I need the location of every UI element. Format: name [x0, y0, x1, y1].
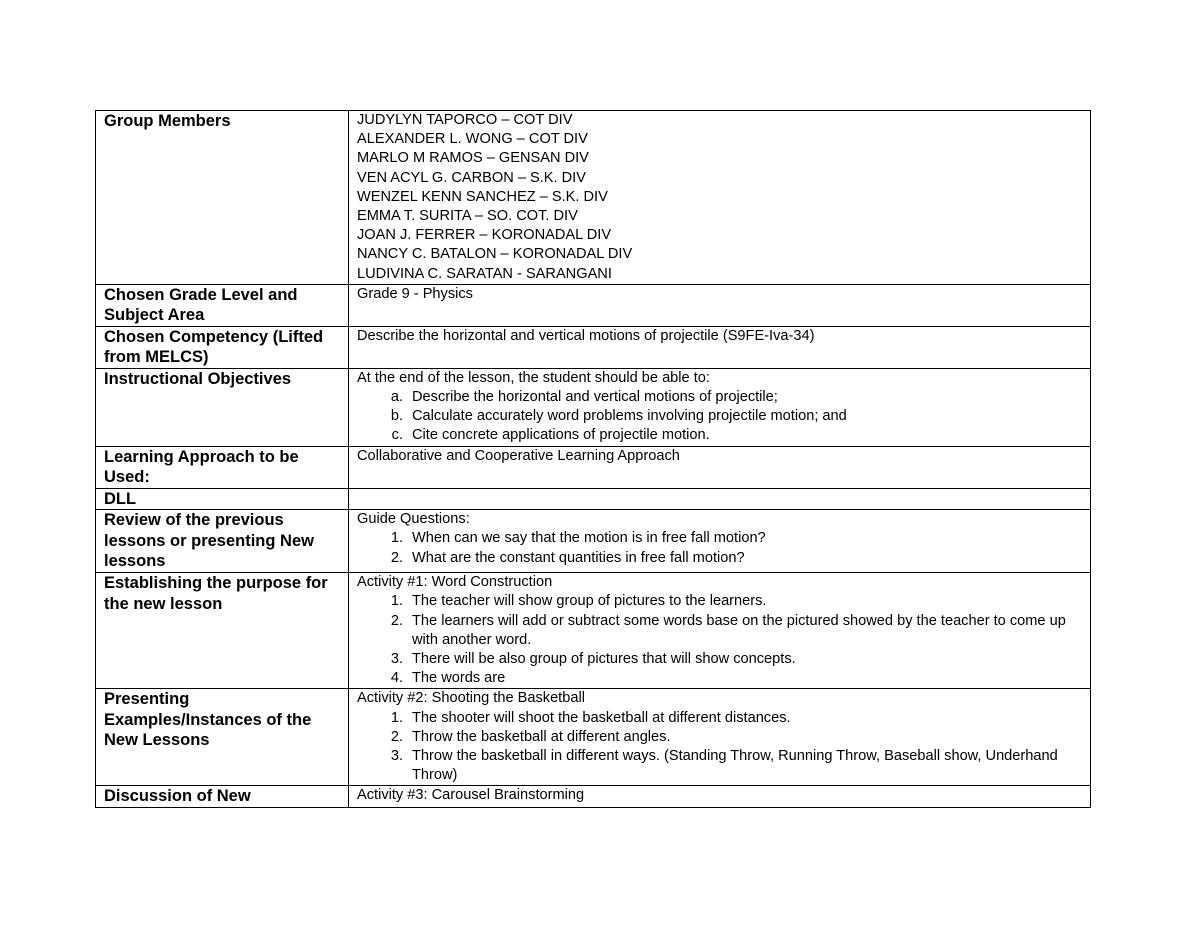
- row-intro: Activity #2: Shooting the Basketball: [357, 690, 585, 707]
- list-text: Calculate accurately word problems involving projectile motion; and: [412, 408, 847, 425]
- group-members-list: [349, 111, 1091, 285]
- list-marker: 2.: [390, 549, 403, 566]
- row-competency: [96, 326, 1091, 368]
- member-name: ALEXANDER L. WONG – COT DIV: [357, 131, 588, 148]
- member-name: VEN ACYL G. CARBON – S.K. DIV: [357, 169, 586, 186]
- row-value: Describe the horizontal and vertical motions of projectile (S9FE-Iva-34): [349, 326, 1091, 368]
- row-label: Presenting Examples/Instances of the New Lessons: [96, 689, 349, 786]
- row-review: [96, 510, 1091, 573]
- list-text: Describe the horizontal and vertical motions of projectile;: [412, 389, 778, 406]
- purpose-cell: [349, 573, 1091, 689]
- row-value: Grade 9 - Physics: [349, 284, 1091, 326]
- objectives-cell: [349, 368, 1091, 446]
- list-item: [357, 549, 1090, 568]
- lesson-plan-table: [95, 110, 1091, 808]
- member-name: JUDYLYN TAPORCO – COT DIV: [357, 112, 573, 128]
- list-item: [357, 426, 1090, 445]
- guide-questions-list: [357, 529, 1090, 567]
- list-marker: 1.: [390, 530, 403, 547]
- list-item: [357, 728, 1090, 747]
- row-discussion: [96, 786, 1091, 808]
- list-item: [357, 529, 1090, 548]
- member-name: JOAN J. FERRER – KORONADAL DIV: [357, 227, 612, 244]
- list-marker: 1.: [390, 593, 403, 610]
- row-intro: Guide Questions:: [357, 511, 470, 528]
- list-text: Throw the basketball in different ways. (Standing Throw, Running Throw, Baseball show, Underhand Throw): [412, 747, 1058, 784]
- row-dll: [96, 488, 1091, 510]
- member-name: EMMA T. SURITA – SO. COT. DIV: [357, 208, 578, 225]
- list-marker: 4.: [390, 670, 403, 687]
- member-name: NANCY C. BATALON – KORONADAL DIV: [357, 246, 633, 263]
- row-label: Chosen Competency (Lifted from MELCS): [96, 326, 349, 368]
- review-cell: [349, 510, 1091, 573]
- row-objectives: [96, 368, 1091, 446]
- row-intro: At the end of the lesson, the student should be able to:: [357, 369, 710, 386]
- list-item: [357, 747, 1090, 785]
- list-marker: 2.: [390, 612, 403, 629]
- row-value: [349, 488, 1091, 510]
- list-item: [357, 407, 1090, 426]
- row-label: Discussion of New: [96, 786, 349, 808]
- row-label: Review of the previous lessons or presenting New lessons: [96, 510, 349, 573]
- row-value: Activity #3: Carousel Brainstorming: [349, 786, 1091, 808]
- row-learning-approach: [96, 446, 1091, 488]
- presenting-cell: [349, 689, 1091, 786]
- activity-steps-list: [357, 709, 1090, 786]
- list-item: [357, 592, 1090, 611]
- row-label: DLL: [96, 488, 349, 510]
- row-presenting-examples: [96, 689, 1091, 786]
- member-name: MARLO M RAMOS – GENSAN DIV: [357, 150, 589, 167]
- list-marker: b.: [390, 408, 403, 425]
- list-marker: 3.: [390, 747, 403, 764]
- list-text: Throw the basketball at different angles.: [412, 728, 671, 745]
- member-name: LUDIVINA C. SARATAN - SARANGANI: [357, 265, 612, 282]
- member-name: WENZEL KENN SANCHEZ – S.K. DIV: [357, 188, 608, 205]
- row-label: Learning Approach to be Used:: [96, 446, 349, 488]
- objectives-list: [357, 388, 1090, 446]
- list-item: [357, 650, 1090, 669]
- row-label: Chosen Grade Level and Subject Area: [96, 284, 349, 326]
- list-text: There will be also group of pictures that will show concepts.: [412, 650, 796, 667]
- row-label: Establishing the purpose for the new lesson: [96, 573, 349, 689]
- list-text: When can we say that the motion is in free fall motion?: [412, 530, 766, 547]
- list-marker: a.: [390, 389, 403, 406]
- row-purpose: [96, 573, 1091, 689]
- row-grade-level: [96, 284, 1091, 326]
- row-label: Group Members: [96, 111, 349, 285]
- row-group-members: [96, 111, 1091, 285]
- list-item: [357, 612, 1090, 650]
- list-item: [357, 388, 1090, 407]
- list-text: The learners will add or subtract some words base on the pictured showed by the teacher to come up with another word.: [412, 612, 1066, 648]
- list-marker: 1.: [390, 709, 403, 726]
- list-item: [357, 669, 1090, 688]
- list-marker: 3.: [390, 650, 403, 667]
- list-item: [357, 709, 1090, 728]
- list-text: The teacher will show group of pictures to the learners.: [412, 593, 767, 610]
- list-text: Cite concrete applications of projectile motion.: [412, 427, 710, 444]
- list-text: What are the constant quantities in free fall motion?: [412, 549, 745, 566]
- list-text: The shooter will shoot the basketball at different distances.: [412, 709, 791, 726]
- row-intro: Activity #1: Word Construction: [357, 574, 553, 591]
- list-marker: c.: [391, 427, 403, 444]
- activity-steps-list: [357, 592, 1090, 688]
- row-value: Collaborative and Cooperative Learning Approach: [349, 446, 1091, 488]
- list-marker: 2.: [390, 728, 403, 745]
- row-label: Instructional Objectives: [96, 368, 349, 446]
- list-text: The words are: [412, 670, 506, 687]
